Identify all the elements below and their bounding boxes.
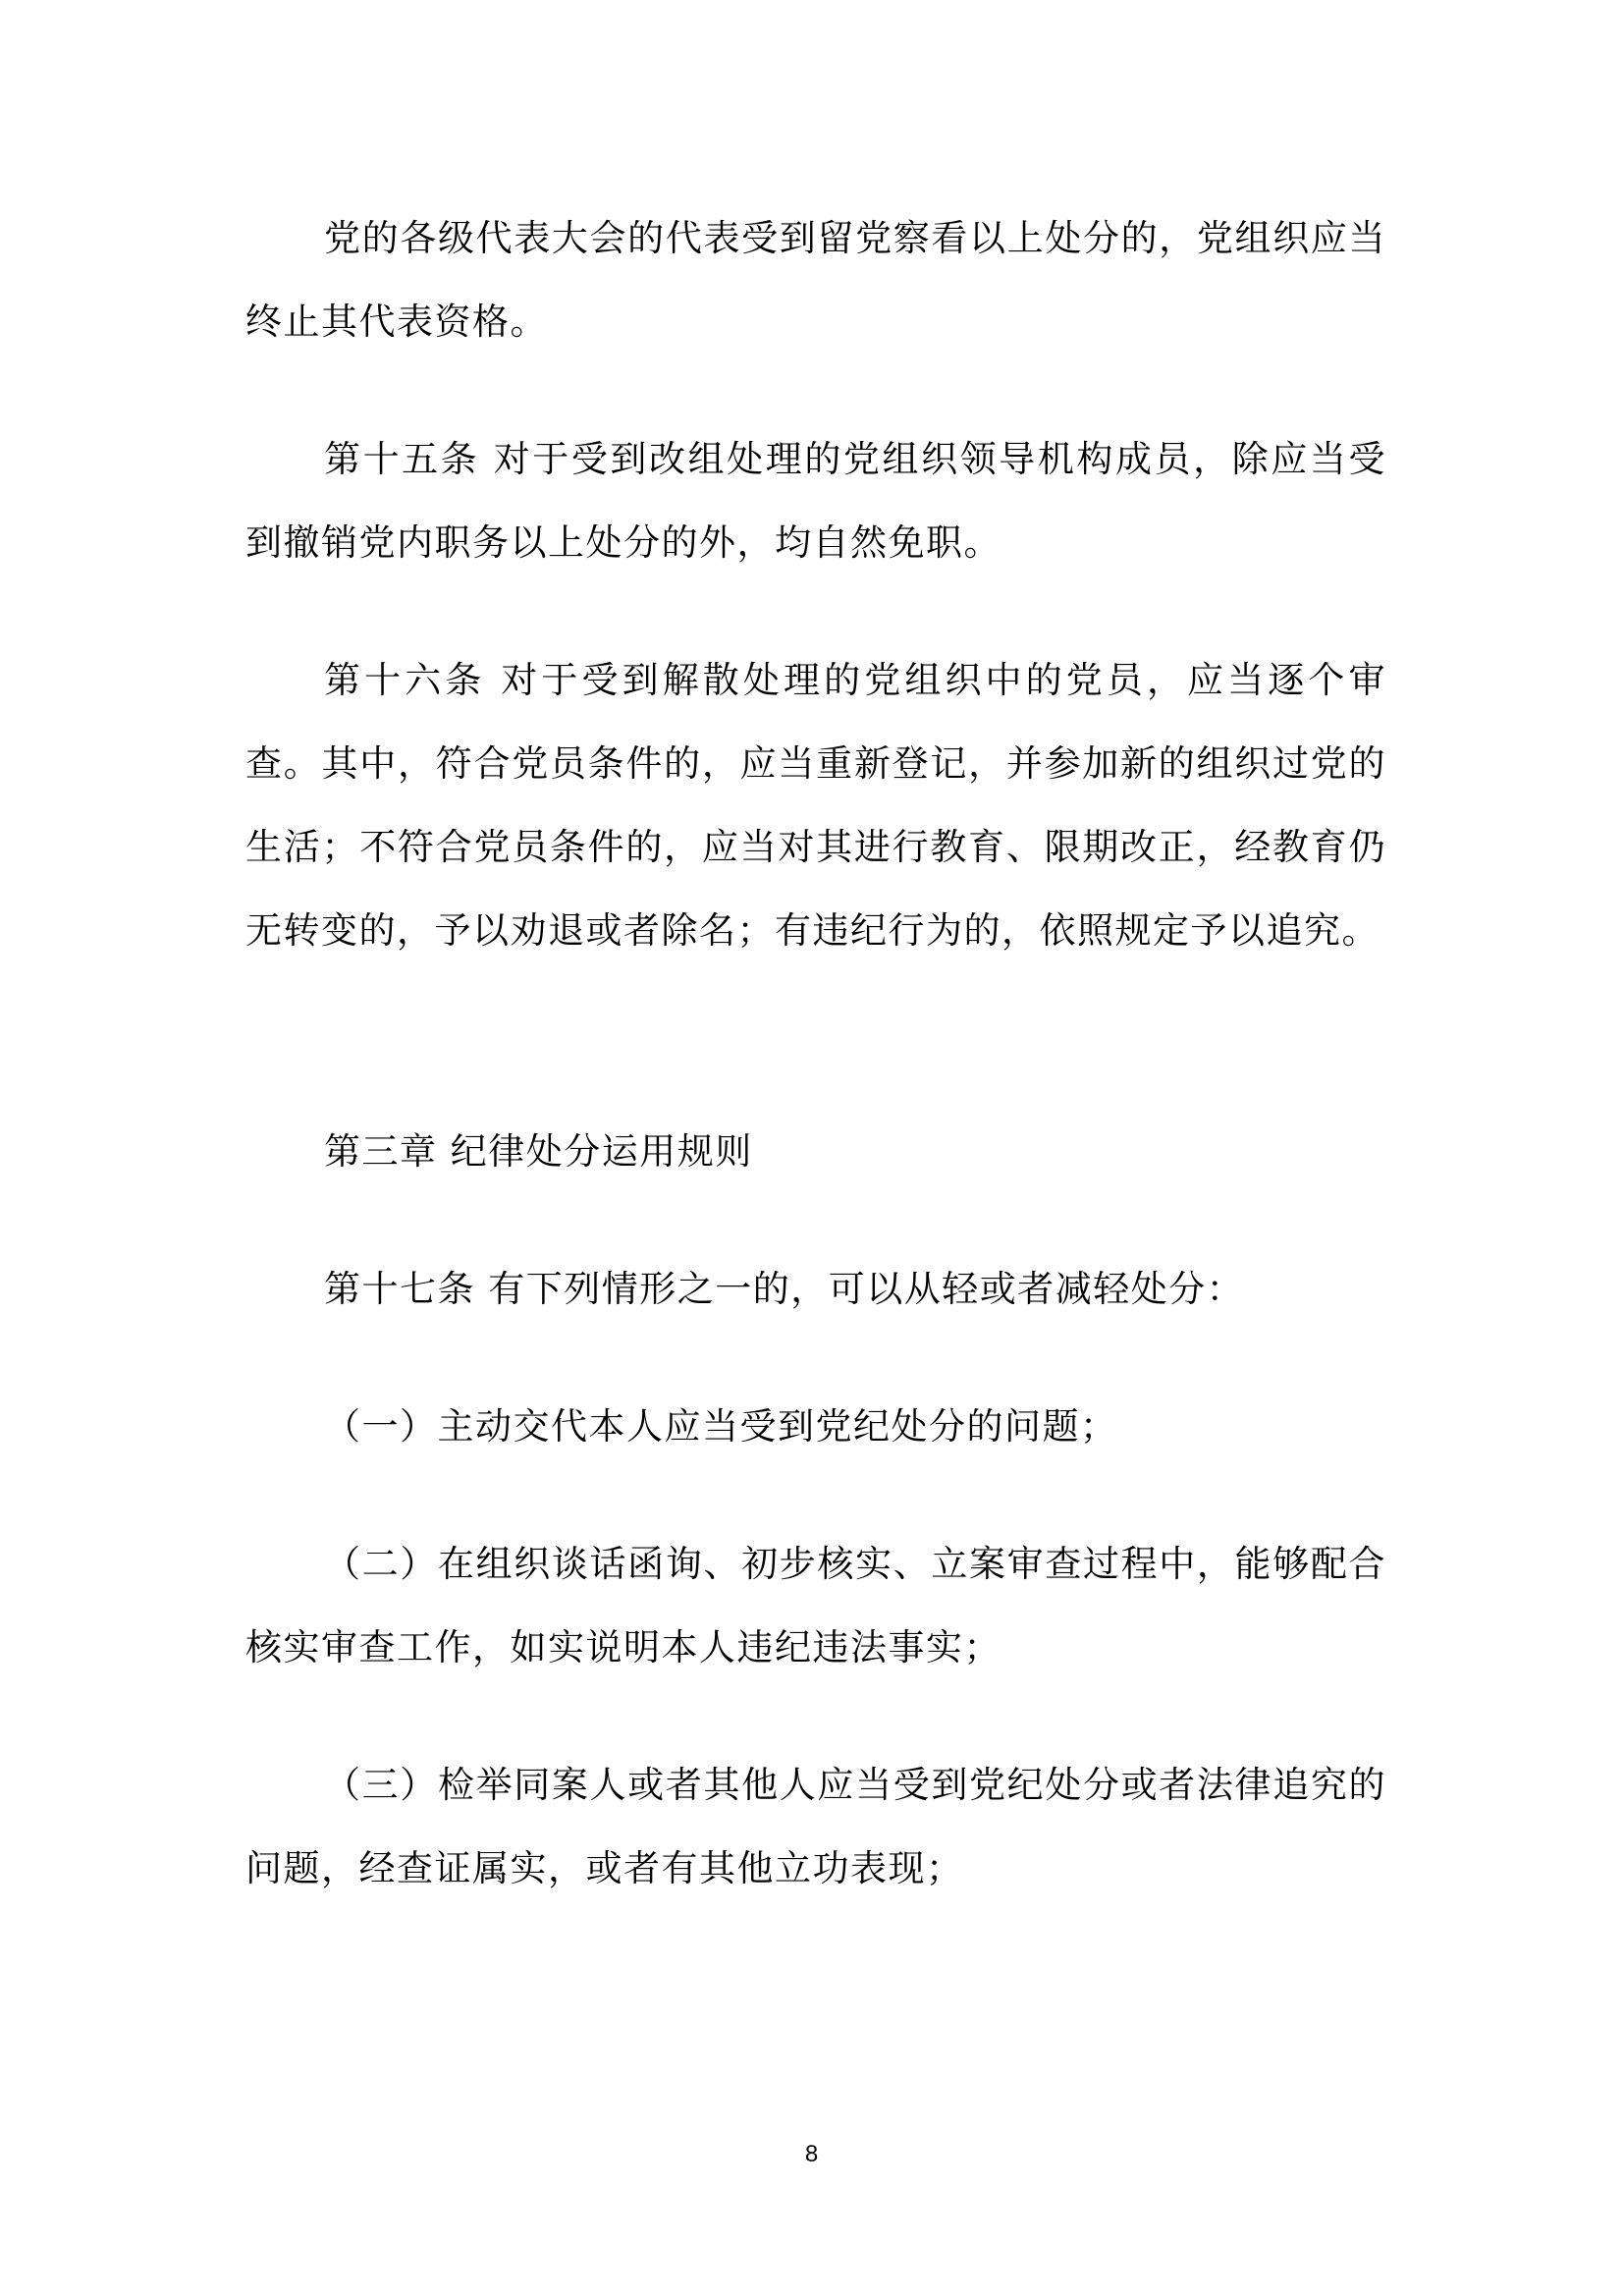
list-item-1: （一）主动交代本人应当受到党纪处分的问题； xyxy=(324,1405,1118,1448)
list-item-2: （二）在组织谈话函询、初步核实、立案审查过程中，能够配合核实审查工作，如实说明本人违纪违法事实； xyxy=(245,1543,1386,1668)
paragraph-delegate-qualification: 党的各级代表大会的代表受到留党察看以上处分的，党组织应当终止其代表资格。 xyxy=(245,217,1386,343)
paragraph-article-17: 第十七条 有下列情形之一的，可以从轻或者减轻处分： xyxy=(324,1268,1245,1310)
chapter-3-heading: 第三章 纪律处分运用规则 xyxy=(324,1130,753,1173)
page-number: 8 xyxy=(804,2141,819,2167)
list-item-3: （三）检举同案人或者其他人应当受到党纪处分或者法律追究的问题，经查证属实，或者有其他立功表现； xyxy=(245,1764,1386,1889)
paragraph-article-16: 第十六条 对于受到解散处理的党组织中的党员，应当逐个审查。其中，符合党员条件的，应当重新登记，并参加新的组织过党的生活；不符合党员条件的，应当对其进行教育、限期改正，经教育仍无转变的，予以劝退或者除名；有违纪行为的，依照规定予以追究。 xyxy=(245,659,1386,952)
paragraph-article-15: 第十五条 对于受到改组处理的党组织领导机构成员，除应当受到撤销党内职务以上处分的外，均自然免职。 xyxy=(245,438,1386,564)
